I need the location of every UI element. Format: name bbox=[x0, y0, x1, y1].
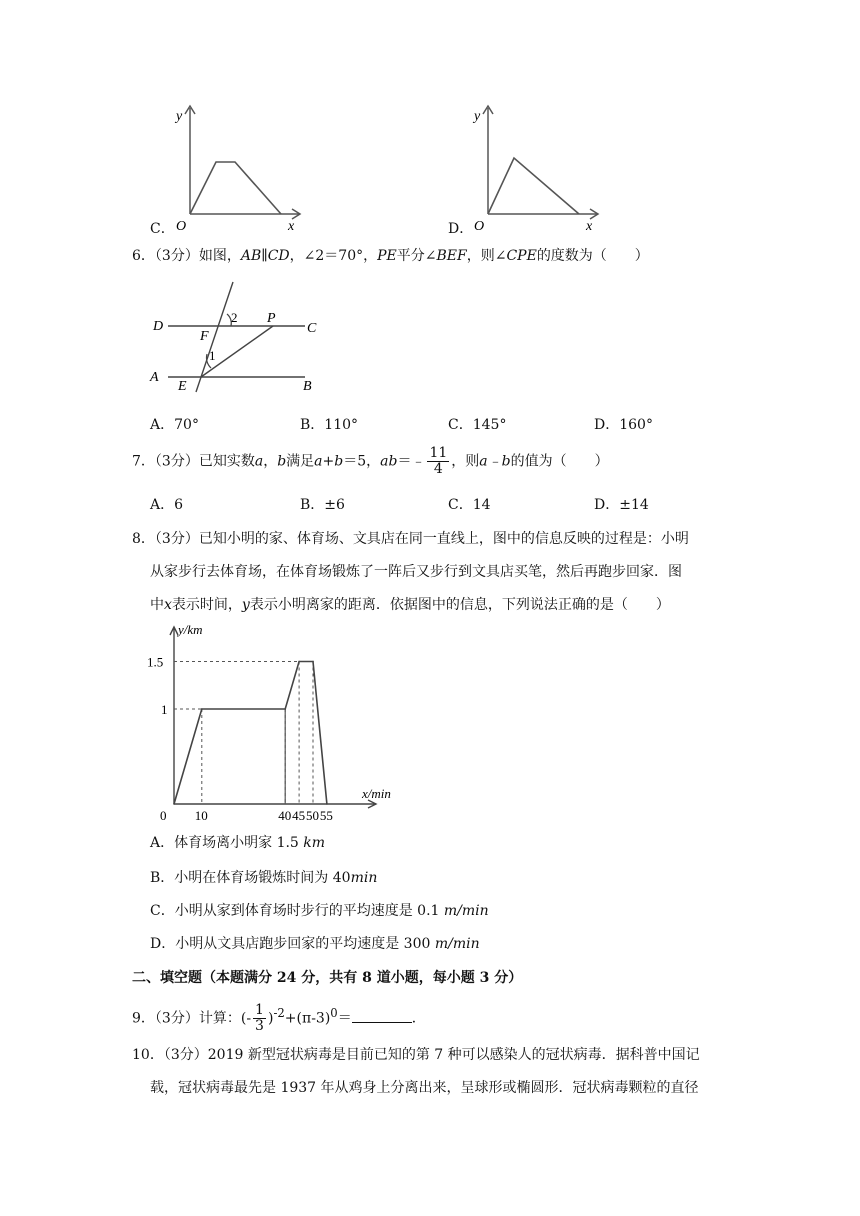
q5-d-x-label: x bbox=[586, 219, 593, 230]
q10-line2: 载，冠状病毒最先是 1937 年从鸡身上分离出来，呈球形或椭圆形．冠状病毒颗粒的直径 bbox=[150, 1080, 699, 1096]
q8-score: （3分） bbox=[154, 531, 199, 547]
q8-option-b[interactable]: B．小明在体育场锻炼时间为 40min bbox=[150, 870, 378, 886]
q7-option-d[interactable]: D．±14 bbox=[594, 497, 649, 513]
q10-number: 10． bbox=[132, 1047, 164, 1063]
data-point bbox=[201, 708, 203, 710]
q8-option-a[interactable]: A．体育场离小明家 1.5 km bbox=[150, 835, 326, 851]
q9-score: （3分） bbox=[154, 1010, 199, 1027]
q7-option-c[interactable]: C．14 bbox=[448, 497, 491, 513]
y-tick-label: 1.5 bbox=[147, 654, 164, 670]
q6-text: 如图， bbox=[198, 248, 241, 264]
q9-number: 9． bbox=[132, 1010, 155, 1027]
q10-line1: 10．（3分）2019 新型冠状病毒是目前已知的第 7 种可以感染人的冠状病毒．据科普中国记 bbox=[132, 1047, 700, 1063]
q6-label-a: A bbox=[150, 370, 159, 385]
q6-label-c: C bbox=[307, 321, 317, 336]
x-tick-label: 40 bbox=[278, 808, 292, 823]
chart-x-axis-label: x/min bbox=[362, 786, 391, 801]
x-tick-label: 45 bbox=[292, 808, 306, 823]
q5-d-origin: O bbox=[474, 219, 485, 230]
q6-option-a[interactable]: A．70° bbox=[150, 417, 199, 433]
q8-option-c[interactable]: C．小明从家到体育场时步行的平均速度是 0.1 m/min bbox=[150, 903, 489, 919]
q7-fraction: $\frac{11}{4}$ bbox=[429, 445, 448, 477]
q10-score: （3分） bbox=[163, 1047, 208, 1063]
series-line bbox=[174, 662, 327, 805]
data-point bbox=[173, 803, 175, 805]
q6-math: CPE bbox=[506, 248, 537, 264]
q8-chart bbox=[140, 618, 420, 828]
q6-label-p: P bbox=[267, 311, 276, 326]
q6-label-angle2: 2 bbox=[231, 310, 238, 325]
q5-option-d-label: D． bbox=[448, 221, 474, 237]
q9-answer-blank[interactable] bbox=[352, 1008, 412, 1023]
q5-c-origin: O bbox=[176, 219, 187, 230]
q9-fraction: $\frac{1}{3}$ bbox=[255, 1002, 264, 1035]
q8-number: 8． bbox=[132, 531, 155, 547]
q6-math: PE bbox=[377, 248, 397, 264]
q5-graph-d bbox=[466, 100, 606, 230]
chart-ticks bbox=[147, 655, 333, 824]
q6-option-b[interactable]: B．110° bbox=[300, 417, 359, 433]
q7-score: （3分） bbox=[154, 453, 199, 470]
q6-text: ，则∠ bbox=[466, 248, 507, 264]
q6-label-d: D bbox=[153, 319, 164, 334]
chart-y-axis-label: y/km bbox=[178, 622, 203, 637]
q6-option-c[interactable]: C．145° bbox=[448, 417, 507, 433]
q6-label-f: F bbox=[200, 329, 209, 344]
q9-stem: 9．（3分）计算：(- $\frac{1}{3}$ )$^{-2}+(\pi-3)^0=$ ． bbox=[132, 1002, 426, 1035]
chart-series bbox=[173, 661, 328, 805]
y-tick-label: 1 bbox=[161, 702, 168, 717]
q8-stem-line2: 从家步行去体育场，在体育场锻炼了一阵后又步行到文具店买笔，然后再跑步回家．图 bbox=[150, 564, 682, 580]
q6-option-d[interactable]: D．160° bbox=[594, 417, 653, 433]
data-point bbox=[312, 661, 314, 663]
q6-label-e: E bbox=[178, 379, 187, 394]
q8-stem-line1: 8．（3分）已知小明的家、体育场、文具店在同一直线上，图中的信息反映的过程是：小明 bbox=[132, 531, 689, 547]
q8-stem-line3: 中x表示时间，y表示小明离家的距离．依据图中的信息，下列说法正确的是（ ） bbox=[150, 597, 670, 613]
q6-figure bbox=[145, 280, 345, 395]
q5-c-y-label: y bbox=[176, 109, 183, 124]
chart-axes bbox=[170, 627, 376, 808]
q5-option-c-label: C． bbox=[150, 221, 175, 237]
section-title: 二、填空题（本题满分 24 分，共有 8 道小题，每小题 3 分） bbox=[132, 970, 523, 986]
q5-c-x-label: x bbox=[288, 219, 295, 230]
q7-stem: 7．（3分）已知实数a，b满足a+b＝5，ab＝﹣ $\frac{11}{4}$ ，则a﹣b的值为（ ） bbox=[132, 445, 609, 477]
q6-label-angle1: 1 bbox=[209, 348, 216, 363]
q6-label-b: B bbox=[303, 379, 312, 394]
q5-d-y-label: y bbox=[474, 109, 481, 124]
data-point bbox=[326, 803, 328, 805]
q6-score: （3分） bbox=[154, 248, 199, 264]
data-point bbox=[284, 708, 286, 710]
q5-graph-c bbox=[168, 100, 308, 230]
q6-stem bbox=[132, 246, 649, 266]
q7-option-a[interactable]: A．6 bbox=[150, 497, 184, 513]
q7-number: 7． bbox=[132, 453, 155, 470]
q8-option-d[interactable]: D．小明从文具店跑步回家的平均速度是 300 m/min bbox=[150, 936, 480, 952]
q6-text: ，∠2＝70°， bbox=[289, 248, 378, 264]
data-point bbox=[298, 661, 300, 663]
x-tick-label: 0 bbox=[160, 808, 167, 823]
q7-option-b[interactable]: B．±6 bbox=[300, 497, 345, 513]
q6-math: BEF bbox=[436, 248, 467, 264]
q6-text: 的度数为（ ） bbox=[536, 248, 649, 264]
x-tick-label: 50 bbox=[306, 808, 319, 823]
q6-math: AB∥CD bbox=[240, 248, 290, 264]
x-tick-label: 55 bbox=[319, 808, 333, 823]
q6-text: 平分∠ bbox=[396, 248, 437, 264]
q6-number: 6． bbox=[132, 248, 155, 264]
x-tick-label: 10 bbox=[194, 808, 208, 823]
